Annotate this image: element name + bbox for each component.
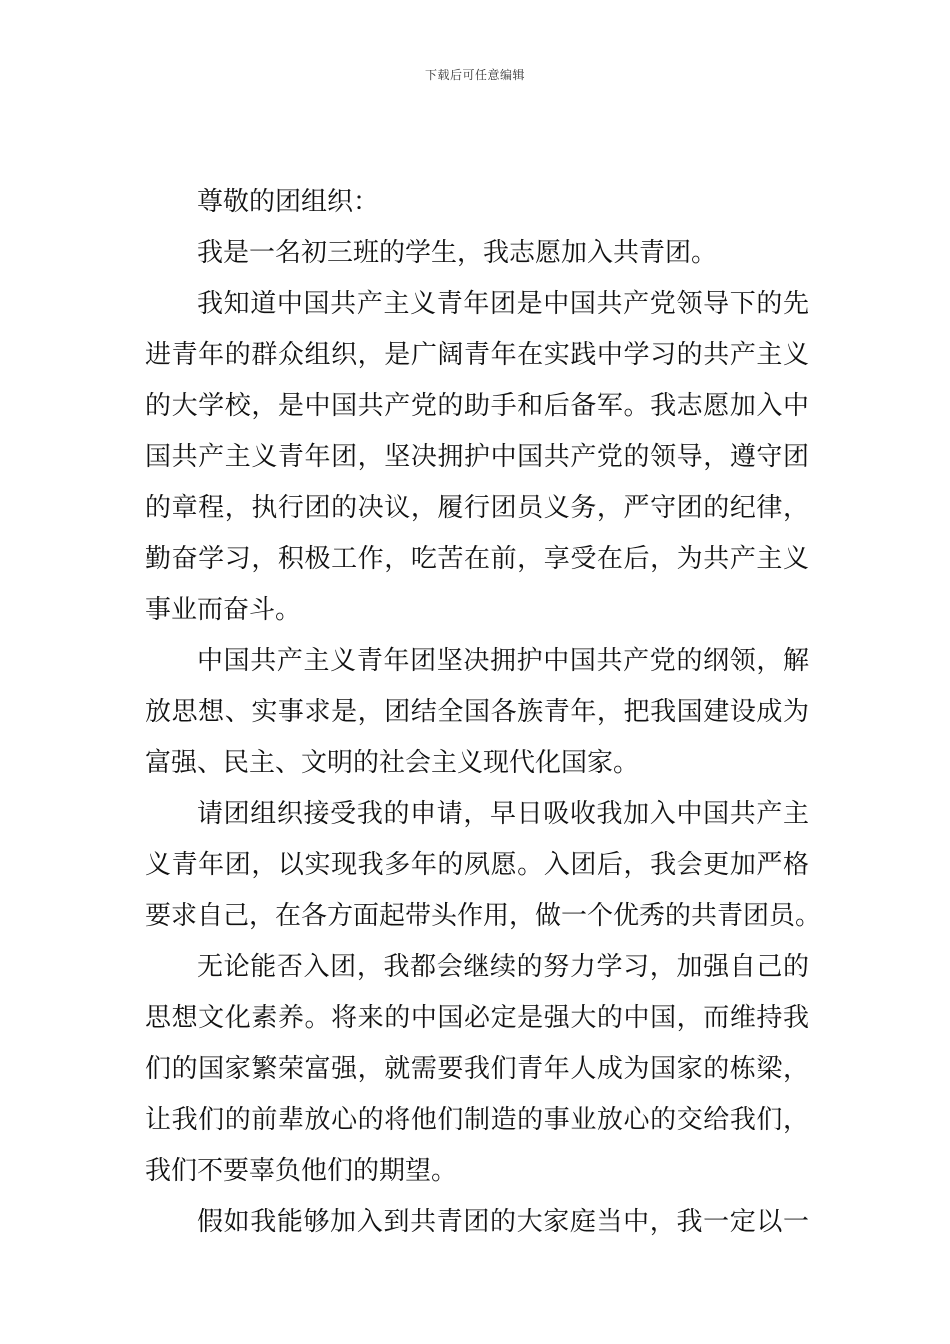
letter-body [145, 177, 822, 1248]
paragraph [145, 942, 809, 1197]
paragraph [145, 789, 822, 942]
text-line: 我们不要辜负他们的期望。 [145, 1156, 458, 1186]
paragraph [145, 636, 809, 789]
text-line: 的大学校，是中国共产党的助手和后备军。我志愿加入中 [145, 391, 809, 421]
text-line: 们的国家繁荣富强，就需要我们青年人成为国家的栋梁， [145, 1054, 809, 1084]
salutation: 尊敬的团组织： [197, 187, 380, 217]
text-line: 勤奋学习，积极工作，吃苦在前，享受在后，为共产主义 [145, 544, 809, 574]
text-line: 请团组织接受我的申请，早日吸收我加入中国共产主 [197, 799, 809, 829]
text-line: 让我们的前辈放心的将他们制造的事业放心的交给我们， [145, 1105, 809, 1135]
text-line: 假如我能够加入到共青团的大家庭当中，我一定以一 [197, 1207, 809, 1237]
text-line: 我知道中国共产主义青年团是中国共产党领导下的先 [197, 289, 809, 319]
paragraph [145, 228, 809, 279]
text-line: 事业而奋斗。 [145, 595, 302, 625]
text-line: 中国共产主义青年团坚决拥护中国共产党的纲领，解 [197, 646, 809, 676]
page-header-note: 下载后可任意编辑 [424, 68, 525, 82]
text-line: 思想文化素养。将来的中国必定是强大的中国，而维持我 [145, 1003, 809, 1033]
paragraph [145, 1197, 809, 1248]
text-line: 义青年团，以实现我多年的夙愿。入团后，我会更加严格 [145, 850, 809, 880]
text-line: 的章程，执行团的决议，履行团员义务，严守团的纪律， [145, 493, 809, 523]
text-line: 富强、民主、文明的社会主义现代化国家。 [145, 748, 640, 778]
text-line: 国共产主义青年团，坚决拥护中国共产党的领导，遵守团 [145, 442, 809, 472]
text-line: 我是一名初三班的学生，我志愿加入共青团。 [197, 238, 718, 268]
text-line: 进青年的群众组织，是广阔青年在实践中学习的共产主义 [145, 340, 809, 370]
text-line: 无论能否入团，我都会继续的努力学习，加强自己的 [197, 952, 809, 982]
text-line: 要求自己，在各方面起带头作用，做一个优秀的共青团员。 [145, 901, 822, 931]
paragraph [145, 279, 809, 636]
text-line: 放思想、实事求是，团结全国各族青年，把我国建设成为 [145, 697, 809, 727]
